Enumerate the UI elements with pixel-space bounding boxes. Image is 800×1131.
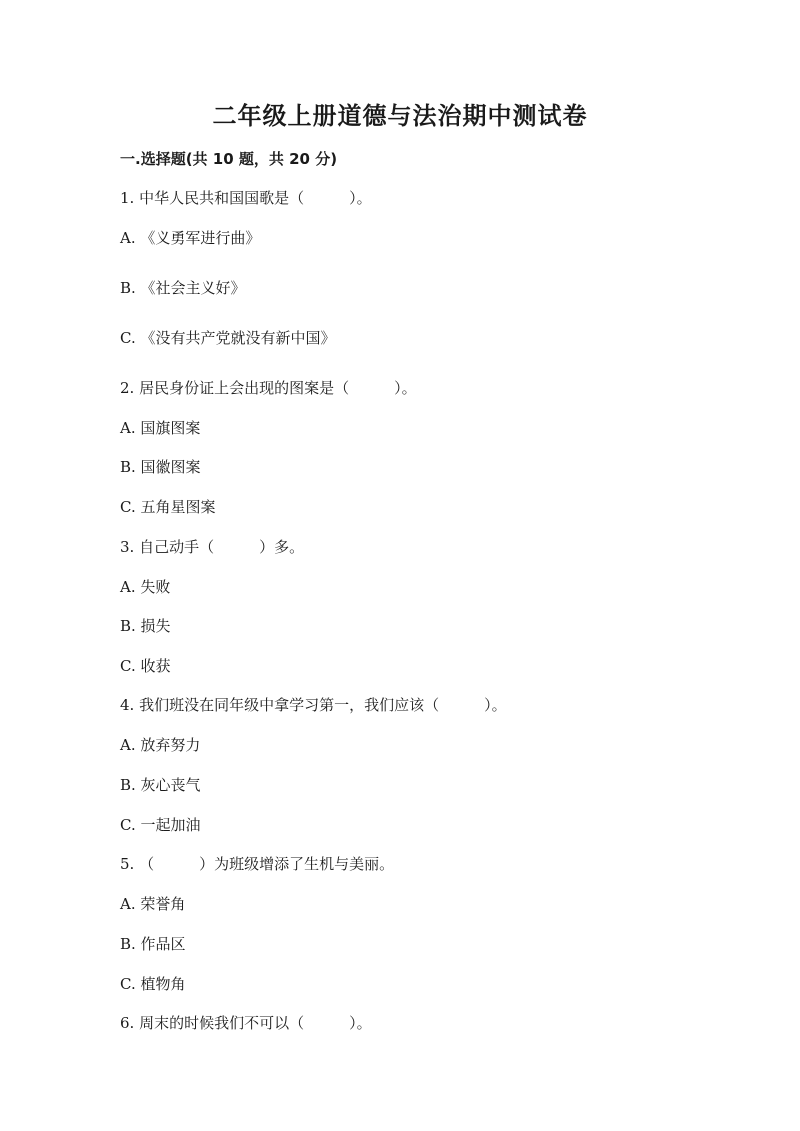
question-1-option-b: B. 《社会主义好》 (120, 279, 246, 297)
question-3-option-c: C. 收获 (120, 657, 171, 675)
section-heading: 一.选择题(共 10 题，共 20 分) (120, 150, 338, 168)
question-5-option-c: C. 植物角 (120, 975, 186, 993)
question-4-option-b: B. 灰心丧气 (120, 776, 201, 794)
page-title: 二年级上册道德与法治期中测试卷 (212, 102, 588, 130)
question-1-option-a: A. 《义勇军进行曲》 (120, 229, 261, 247)
question-4-option-a: A. 放弃努力 (120, 736, 201, 754)
question-1-stem: 1. 中华人民共和国国歌是（ ）。 (120, 189, 372, 207)
question-5-option-a: A. 荣誉角 (120, 895, 186, 913)
question-2-option-b: B. 国徽图案 (120, 458, 201, 476)
question-4-option-c: C. 一起加油 (120, 816, 201, 834)
question-1-option-c: C. 《没有共产党就没有新中国》 (120, 329, 336, 347)
question-2-stem: 2. 居民身份证上会出现的图案是（ ）。 (120, 379, 417, 397)
question-5-option-b: B. 作品区 (120, 935, 186, 953)
question-3-stem: 3. 自己动手（ ）多。 (120, 538, 305, 556)
question-4-stem: 4. 我们班没在同年级中拿学习第一，我们应该（ ）。 (120, 696, 507, 714)
question-2-option-a: A. 国旗图案 (120, 419, 201, 437)
question-2-option-c: C. 五角星图案 (120, 498, 216, 516)
question-5-stem: 5. （ ）为班级增添了生机与美丽。 (120, 855, 395, 873)
question-3-option-a: A. 失败 (120, 578, 171, 596)
question-6-stem: 6. 周末的时候我们不可以（ ）。 (120, 1014, 372, 1032)
question-3-option-b: B. 损失 (120, 617, 171, 635)
